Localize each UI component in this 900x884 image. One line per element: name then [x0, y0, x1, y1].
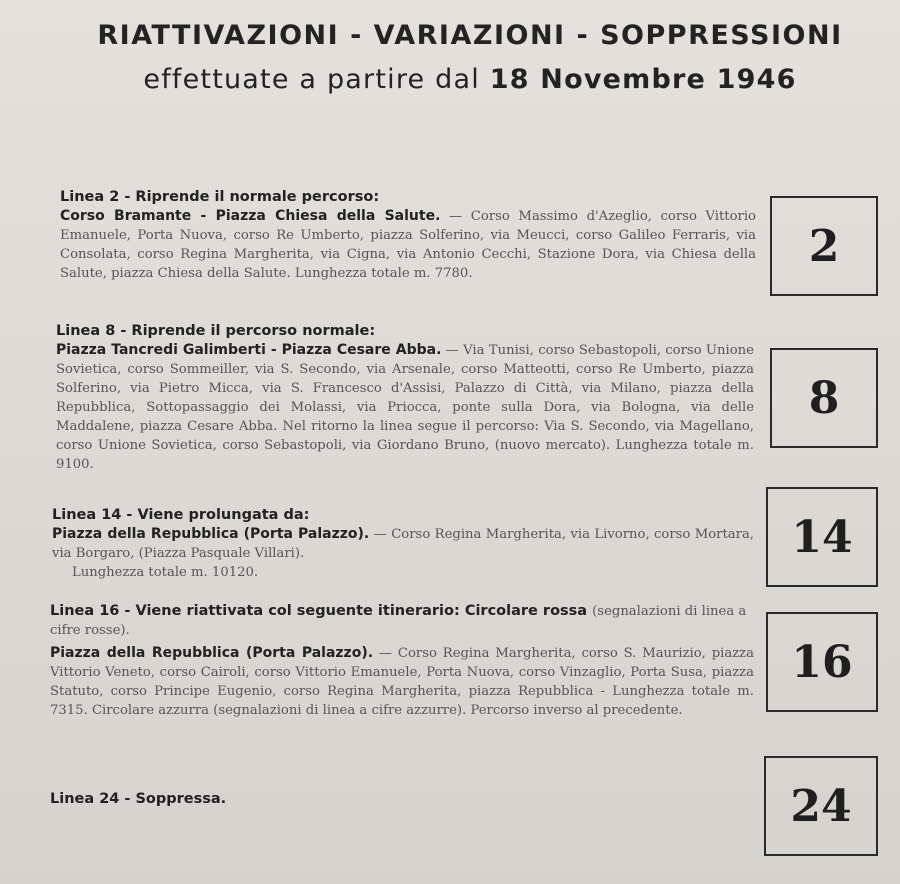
line-number-box-24: 24	[764, 756, 878, 856]
entry-heading-tail: (segnalazioni di linea a cifre rosse).	[50, 604, 747, 638]
entry-text: Corso Massimo d'Azeglio, corso Vittorio Emanuele, Porta Nuova, corso Re Umberto, piazza Solferino, via Meucci, corso Galileo Ferraris, via Consolata, corso Regina Margherita, via Cigna, via Antonio Cecchi, Stazione Dora, via Chiesa della Salute, piazza Chiesa della Salute. Lunghezza totale m. 7780.	[60, 209, 756, 281]
subtitle-date: 18 Novembre 1946	[489, 64, 797, 95]
entry-linea-16	[50, 602, 754, 720]
entry-heading: Linea 14 - Viene prolungata da:	[52, 507, 310, 523]
line-number-box-14: 14	[766, 487, 878, 587]
entry-linea-14	[52, 506, 754, 582]
entry-body	[52, 525, 754, 563]
line-number-box-16: 16	[766, 612, 878, 712]
entry-route: Corso Bramante - Piazza Chiesa della Salute.	[60, 208, 441, 224]
entry-dash: —	[449, 209, 463, 224]
entry-heading-text: Linea 16 - Viene riattivata col seguente itinerario: Circolare rossa	[50, 603, 588, 619]
entry-route: Piazza della Repubblica (Porta Palazzo).	[50, 645, 374, 661]
subtitle-prefix: effettuate a partire dal	[143, 64, 480, 95]
entry-heading: Linea 2 - Riprende il normale percorso:	[60, 189, 380, 205]
entry-linea-8	[56, 322, 754, 474]
entry-route: Piazza della Repubblica (Porta Palazzo).	[52, 526, 370, 542]
entry-body	[50, 644, 754, 720]
page-title: RIATTIVAZIONI - VARIAZIONI - SOPPRESSIONI	[97, 20, 843, 51]
entry-heading: Linea 24 - Soppressa.	[50, 791, 227, 807]
entry-linea-24	[50, 790, 650, 809]
entry-linea-2	[60, 188, 756, 283]
entry-length: Lunghezza totale m. 10120.	[72, 565, 259, 580]
entry-text: Corso Regina Margherita, via Livorno, corso Mortara, via Borgaro, (Piazza Pasquale Villari).	[52, 527, 754, 561]
entry-dash: —	[445, 343, 459, 358]
entry-dash: —	[373, 527, 387, 542]
entry-heading	[50, 602, 754, 640]
entry-route: Piazza Tancredi Galimberti - Piazza Cesare Abba.	[56, 342, 442, 358]
entry-text: Via Tunisi, corso Sebastopoli, corso Unione Sovietica, corso Sommeiller, via S. Secondo, via Arsenale, corso Matteotti, corso Re Umberto, piazza Solferino, via Pietro Micca, via S. Francesco d'Assisi, Palazzo di Città, via Milano, piazza della Repubblica, Sottopassaggio dei Molassi, via Priocca, ponte sulla Dora, via Bologna, via delle Maddalene, piazza Cesare Abba. Nel ritorno la linea segue il percorso: Via S. Secondo, via Magellano, corso Unione Sovietica, corso Sebastopoli, via Giordano Bruno, (nuovo mercato). Lunghezza totale m. 9100.	[56, 343, 754, 472]
line-number-box-8: 8	[770, 348, 878, 448]
line-number-box-2: 2	[770, 196, 878, 296]
entry-text: Corso Regina Margherita, corso S. Maurizio, piazza Vittorio Veneto, corso Cairoli, corso Vittorio Emanuele, Porta Nuova, corso Vinzaglio, Porta Susa, piazza Statuto, corso Principe Eugenio, corso Regina Margherita, piazza Repubblica - Lunghezza totale m. 7315. Circolare azzurra (segnalazioni di linea a cifre azzurre). Percorso inverso al precedente.	[50, 646, 754, 718]
entry-dash: —	[378, 646, 393, 661]
entry-body	[60, 207, 756, 283]
page-subtitle	[20, 64, 900, 95]
entry-body	[56, 341, 754, 474]
entry-heading: Linea 8 - Riprende il percorso normale:	[56, 323, 376, 339]
